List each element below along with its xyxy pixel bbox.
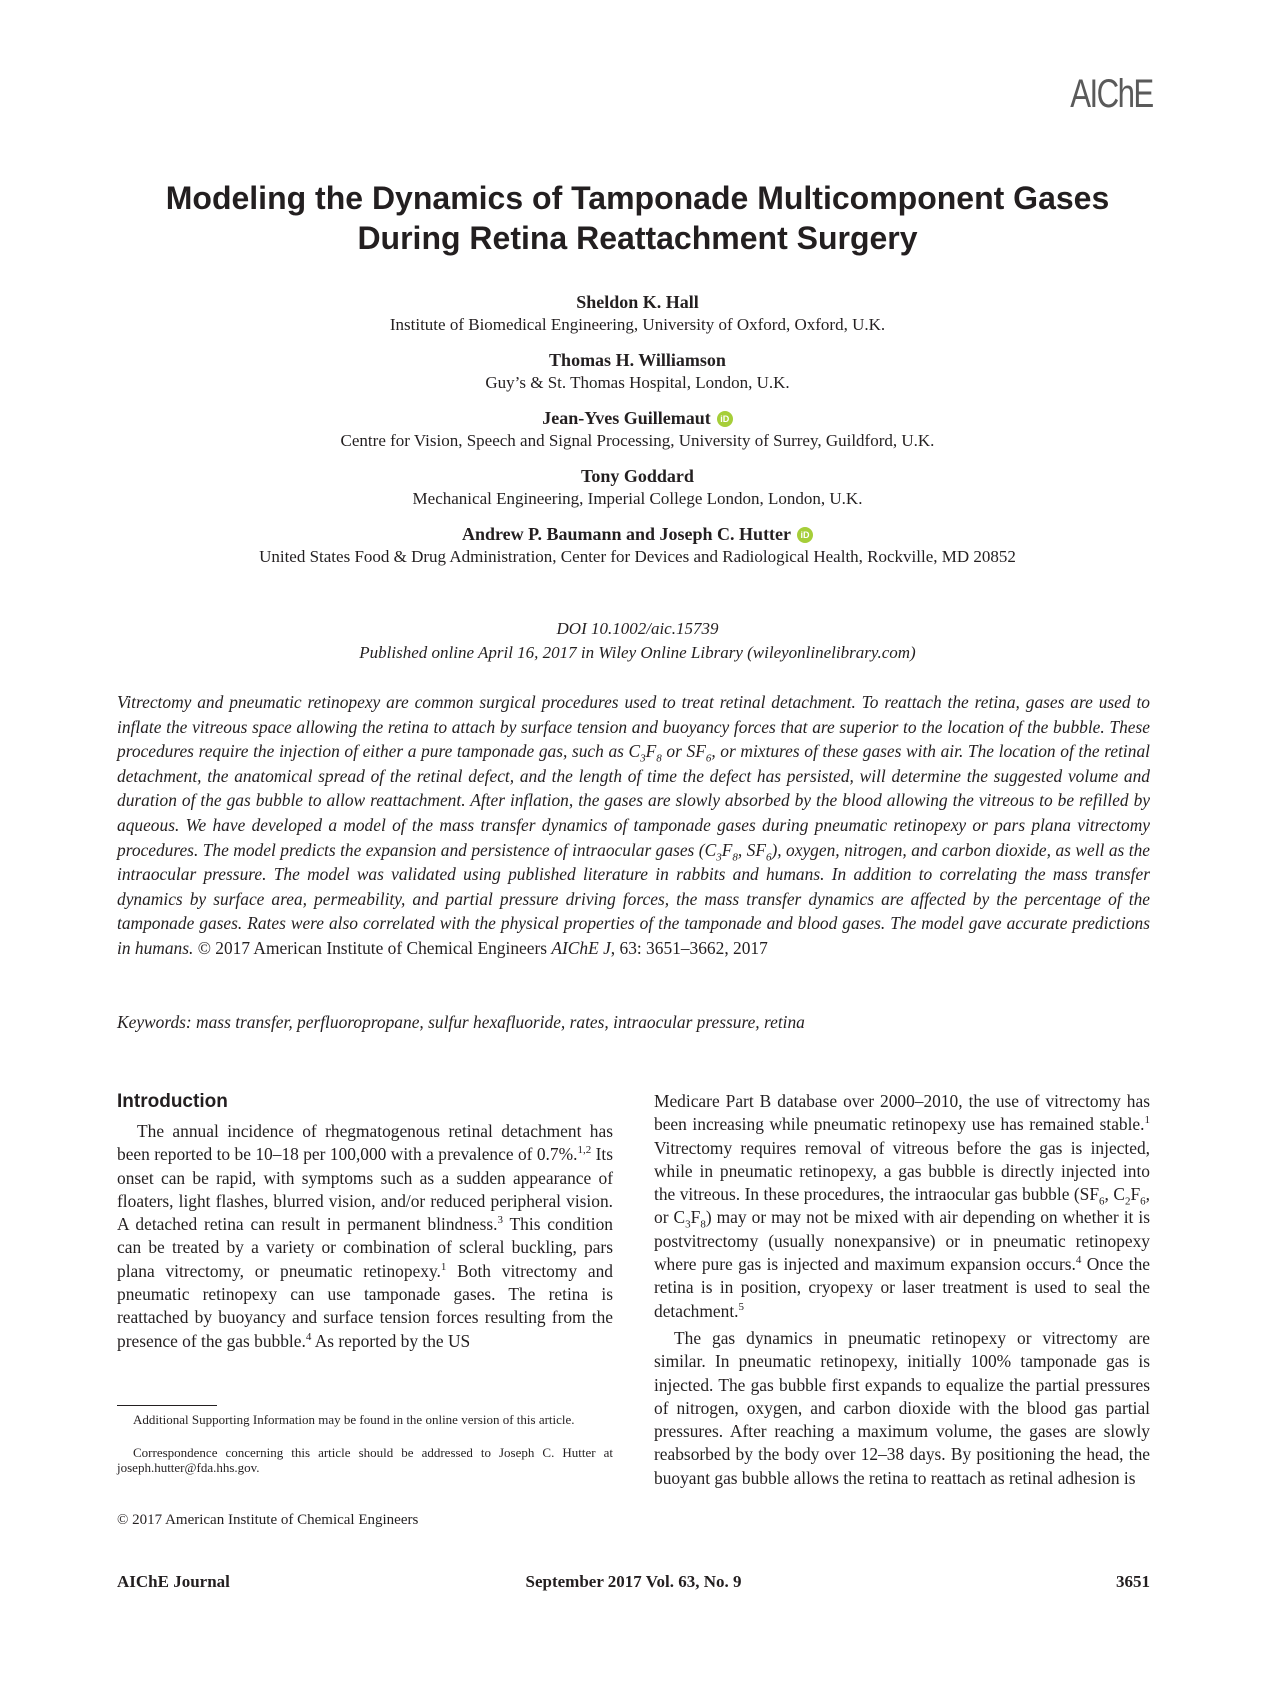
citation: , 63: 3651–3662, 2017 [610,937,768,958]
footnote-supporting-info: Additional Supporting Information may be found in the online version of this article. [133,1412,575,1427]
doi-text[interactable]: DOI 10.1002/aic.15739 [556,619,719,638]
published-text: Published online April 16, 2017 in Wiley Online Library (wileyonlinelibrary.com) [359,643,916,662]
abstract [117,690,1150,961]
formula-part: SF [686,741,706,762]
aiche-logo: AIChE [1070,72,1153,116]
article-title [100,178,1175,258]
body-paragraph: The gas dynamics in pneumatic retinopexy or vitrectomy are similar. In pneumatic retinopexy, initially 100% tamponade gas is injected. The gas bubble first expands to equalize the partial pressures of nitrogen, oxygen, and carbon dioxide with the blood gas partial pressures. After reaching a maximum volume, the gases are slowly reabsorbed by the body over 12–38 days. By positioning the head, the buoyant gas bubble allows the retina to reattach as retinal adhesion is [654,1327,1150,1488]
footer-page-number: 3651 [1116,1572,1150,1591]
author-affiliation: Mechanical Engineering, Imperial College London, London, U.K. [412,489,863,508]
formula-subscript: 6 [1099,1195,1105,1208]
formula-subscript: 6 [1140,1195,1146,1208]
title-line-2: During Retina Reattachment Surgery [357,220,918,256]
body-text: , C [1104,1184,1125,1205]
abstract-text: or [661,741,687,762]
author-list [100,290,1175,580]
formula-c3f8 [628,741,662,765]
author-block [100,406,1175,452]
left-column [117,1090,613,1353]
title-line-1: Modeling the Dynamics of Tamponade Multicomponent Gases [165,180,1110,216]
body-text: As reported by the US [311,1330,471,1351]
formula-subscript: 6 [765,851,772,864]
formula-subscript: 8 [656,752,662,765]
section-heading: Introduction [117,1091,228,1112]
reference-link[interactable]: 5 [738,1300,744,1313]
author-block [100,522,1175,568]
formula-sf6 [746,839,772,864]
reference-link[interactable]: 1,2 [577,1144,592,1157]
formula-subscript: 3 [716,851,722,864]
journal-abbrev: AIChE J [551,937,611,958]
reference-link[interactable]: 4 [1075,1254,1082,1267]
page-footer [117,1572,1150,1596]
footnote-divider [117,1405,217,1406]
body-text: Both vitrectomy and pneumatic retinopexy can use tamponade gases. The retina is reattached by buoyancy and surface tension forces resulting from the presence of the gas bubble. [117,1260,613,1351]
body-paragraph [117,1120,613,1353]
orcid-icon[interactable]: iD [717,411,733,427]
author-name: Tony Goddard [581,466,694,486]
author-affiliation: United States Food & Drug Administration, Center for Devices and Radiological Health, Rockville, MD 20852 [259,547,1016,566]
author-name: Jean-Yves Guillemaut [542,408,711,428]
formula-subscript: 3 [640,752,646,765]
reference-link[interactable]: 3 [497,1214,504,1227]
body-paragraph [654,1090,1150,1323]
abstract-text: , or mixtures of these gases with air. The location of the retinal detachment, the anatomical spread of the retinal defect, and the length of time the defect has persisted, will determine the suggested volume and duration of the gas bubble to allow reattachment. After inflation, the gases are slowly absorbed by the blood allowing the vitreous to be refilled by aqueous. We have developed a model of the mass transfer dynamics of tamponade gases during pneumatic retinopexy or pars plana vitrectomy procedures. The model predicts the expansion and persistence of intraocular gases ( [117,741,1150,860]
body-text: Once the retina is in position, cryopexy or laser treatment is used to seal the detachment. [654,1254,1150,1321]
body-text: Medicare Part B database over 2000–2010, the use of vitrectomy has been increasing while pneumatic retinopexy use has remained stable. [654,1091,1150,1135]
footnote-correspondence: Correspondence concerning this article should be addressed to Joseph C. Hutter at joseph.hutter@fda.hhs.gov. [117,1445,613,1475]
orcid-icon[interactable]: iD [797,527,813,543]
author-name: Andrew P. Baumann and Joseph C. Hutter [461,524,792,544]
reference-link[interactable]: 4 [305,1330,312,1343]
abstract-text: Vitrectomy and pneumatic retinopexy are common surgical procedures used to treat retinal detachment. To reattach the retina, gases are used to inflate the vitreous space allowing the retina to attach by surface tension and buoyancy forces that are superior to the location of the bubble. These procedures require the injection of either a pure tamponade gas, such as [117,692,1150,762]
formula-subscript: 2 [1124,1195,1131,1208]
formula-sf6 [686,741,712,765]
author-name: Thomas H. Williamson [549,350,726,370]
body-text: ) may or may not be mixed with air depending on whether it is postvitrectomy (usually nonexpansive) or in pneumatic retinopexy where pure gas is injected and maximum expansion occurs. [654,1207,1150,1275]
formula-part: F [645,741,657,762]
formula-c3f8 [704,839,738,864]
author-block [100,348,1175,394]
abstract-text: ), oxygen, nitrogen, and carbon dioxide, as well as the intraocular pressure. The model was validated using published literature in rabbits and humans. In addition to correlating the mass transfer dynamics by surface area, permeability, and partial pressure driving forces, the mass transfer dynamics are affected by the percentage of the tamponade gases. Rates were also correlated with the physical properties of the tamponade and blood gases. The model gave accurate predictions in humans. [117,839,1150,958]
footnote-copyright: © 2017 American Institute of Chemical Engineers [117,1512,419,1528]
author-block [100,290,1175,336]
body-text: Vitrectomy requires removal of vitreous before the gas is injected, while in pneumatic retinopexy, a gas bubble is directly injected into the vitreous. In these procedures, the intraocular gas bubble (SF [654,1137,1150,1205]
author-name-row [100,522,1175,546]
reference-link[interactable]: 1 [1144,1114,1150,1127]
formula-subscript: 8 [732,851,738,864]
formula-part: F [721,839,733,860]
body-text: , or C [654,1184,1150,1228]
formula-subscript: 8 [700,1218,706,1231]
formula-subscript: 6 [705,752,712,765]
formula-part: C [704,839,717,860]
right-column [654,1090,1150,1490]
formula-part: C [628,741,641,762]
reference-link[interactable]: 1 [440,1260,447,1273]
abstract-text: , [737,839,747,860]
body-text: F [690,1207,701,1228]
publication-info [100,617,1175,665]
body-text: The annual incidence of rhegmatogenous retinal detachment has been reported to be 10–18 per 100,000 with a prevalence of 0.7%. [117,1121,613,1165]
author-affiliation: Institute of Biomedical Engineering, University of Oxford, Oxford, U.K. [389,315,886,334]
author-name-row [100,406,1175,430]
footer-issue: September 2017 Vol. 63, No. 9 [525,1572,742,1591]
author-name: Sheldon K. Hall [576,292,699,312]
formula-subscript: 3 [685,1218,691,1231]
footnotes [117,1405,613,1493]
body-text: F [1130,1184,1141,1205]
body-text: This condition can be treated by a variety or combination of scleral buckling, pars plana vitrectomy, or pneumatic retinopexy. [117,1214,613,1281]
author-affiliation: Guy’s & St. Thomas Hospital, London, U.K. [485,373,790,392]
keywords: Keywords: mass transfer, perfluoropropane, sulfur hexafluoride, rates, intraocular pressure, retina [117,1012,805,1032]
footer-journal: AIChE Journal [117,1572,230,1591]
author-affiliation: Centre for Vision, Speech and Signal Processing, University of Surrey, Guildford, U.K. [340,431,935,450]
abstract-copyright: © 2017 American Institute of Chemical Engineers [197,937,552,958]
formula-part: SF [746,839,766,860]
author-block [100,464,1175,510]
body-text: Its onset can be rapid, with symptoms such as a sudden appearance of floaters, light flashes, blurred vision, and/or reduced peripheral vision. A detached retina can result in permanent blindness. [117,1144,613,1235]
